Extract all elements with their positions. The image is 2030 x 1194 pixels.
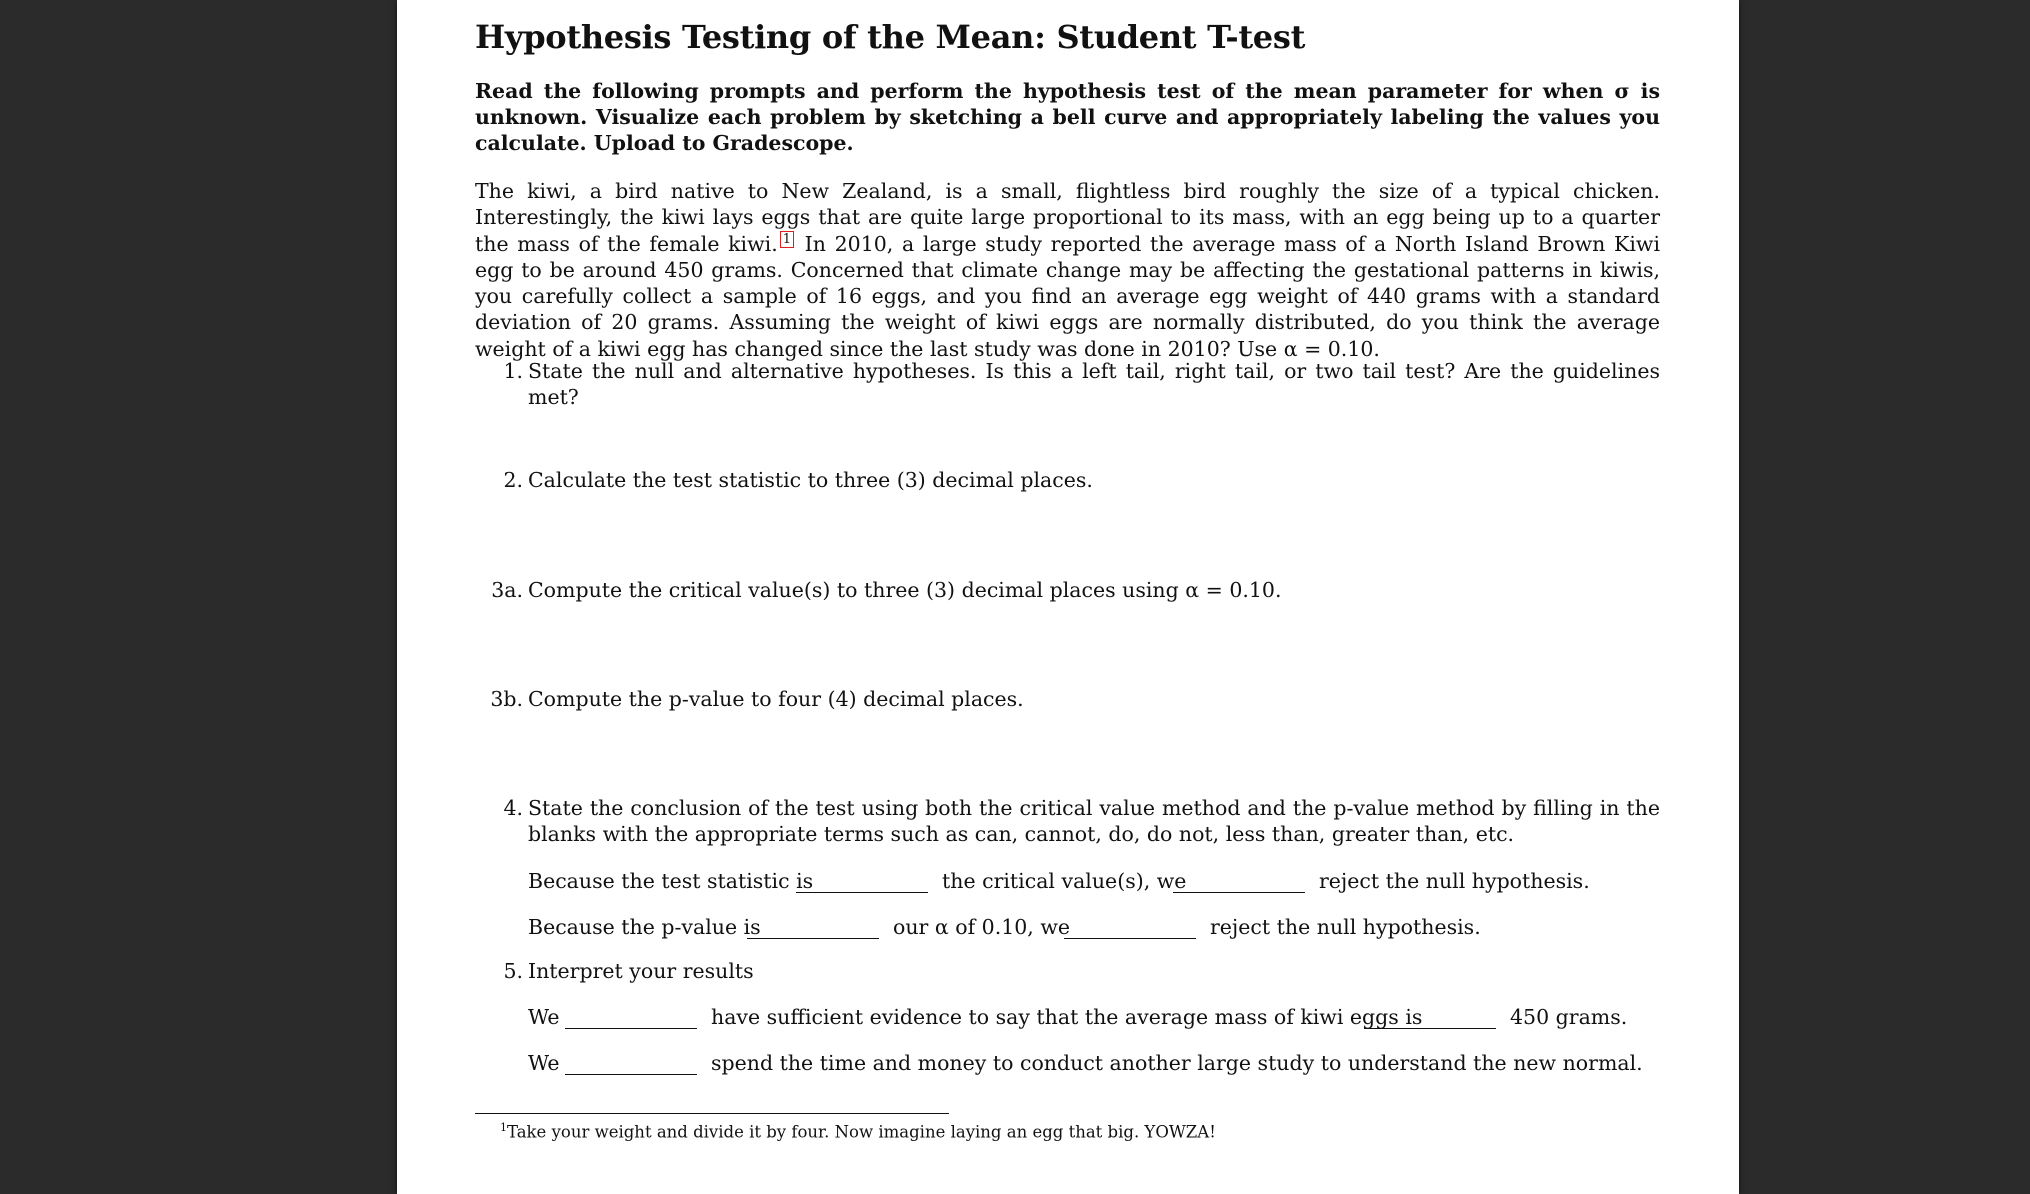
sentence-part: We xyxy=(528,1005,560,1029)
sentence-part: our α of 0.10, we xyxy=(893,915,1071,939)
answer-blank[interactable] xyxy=(1064,938,1196,939)
question-number: 4. xyxy=(503,796,523,820)
answer-blank[interactable] xyxy=(1173,892,1305,893)
instructions: Read the following prompts and perform the hypothesis test of the mean parameter for when σ is unknown. Visualize each problem by sketching a bell curve and appropriately labeling the values you calculate. Upload to Gradescope. xyxy=(475,79,1660,155)
footnote-text: Take your weight and divide it by four. Now imagine laying an egg that big. YOWZA! xyxy=(507,1122,1216,1142)
answer-blank[interactable] xyxy=(796,892,928,893)
sentence-part: the critical value(s), we xyxy=(942,869,1187,893)
question-number: 1. xyxy=(503,359,523,383)
sentence-part: Because the p-value is xyxy=(528,915,761,939)
footnote-divider xyxy=(475,1113,949,1114)
sentence-part: spend the time and money to conduct another large study to understand the new normal. xyxy=(711,1051,1643,1075)
question-number: 5. xyxy=(503,959,523,983)
footnote xyxy=(500,1117,1216,1144)
paragraph-text-part2: In 2010, a large study reported the average mass of a North Island Brown Kiwi egg to be around 450 grams. Concerned that climate change may be affecting the gestational patterns in kiwis, you carefully collect a sample of 16 eggs, and you find an average egg weight of 440 grams with a standard deviation of 20 grams. Assuming the weight of kiwi eggs are normally distributed, do you think the average weight of a kiwi egg has changed since the last study was done in 2010? Use α = 0.10. xyxy=(475,231,1661,361)
question-text: Interpret your results xyxy=(528,959,754,983)
question-text: Calculate the test statistic to three (3) decimal places. xyxy=(528,468,1093,492)
sentence-part: have sufficient evidence to say that the average mass of kiwi eggs is xyxy=(711,1005,1423,1029)
answer-blank[interactable] xyxy=(565,1028,697,1029)
paragraph-text-part1: The kiwi, a bird native to New Zealand, is a small, flightless bird roughly the size of a typical chicken. Interestingly, the kiwi lays eggs that are quite large proportional to its mass, with an egg being up to a quarter the mass of the female kiwi. xyxy=(475,179,1660,256)
question-text: Compute the critical value(s) to three (3) decimal places using α = 0.10. xyxy=(528,578,1282,602)
sentence-part: reject the null hypothesis. xyxy=(1210,915,1481,939)
footnote-mark: 1 xyxy=(500,1121,507,1134)
question-number: 3a. xyxy=(491,578,523,602)
sentence-part: reject the null hypothesis. xyxy=(1319,869,1590,893)
sentence-part: 450 grams. xyxy=(1510,1005,1628,1029)
sentence-part: We xyxy=(528,1051,560,1075)
question-text: Compute the p-value to four (4) decimal places. xyxy=(528,687,1024,711)
answer-blank[interactable] xyxy=(1364,1028,1496,1029)
document-page xyxy=(397,0,1739,1194)
sentence-part: Because the test statistic is xyxy=(528,869,814,893)
answer-blank[interactable] xyxy=(565,1074,697,1075)
question-number: 3b. xyxy=(490,687,523,711)
question-text: State the null and alternative hypotheses. Is this a left tail, right tail, or two tail test? Are the guidelines met? xyxy=(528,359,1660,409)
question-number: 2. xyxy=(503,468,523,492)
page-title: Hypothesis Testing of the Mean: Student T-test xyxy=(475,18,1306,56)
question-text: State the conclusion of the test using both the critical value method and the p-value method by filling in the blanks with the appropriate terms such as can, cannot, do, do not, less than, greater than, etc. xyxy=(528,796,1660,846)
answer-blank[interactable] xyxy=(747,938,879,939)
problem-paragraph xyxy=(475,178,1660,362)
footnote-link[interactable]: 1 xyxy=(780,231,794,248)
